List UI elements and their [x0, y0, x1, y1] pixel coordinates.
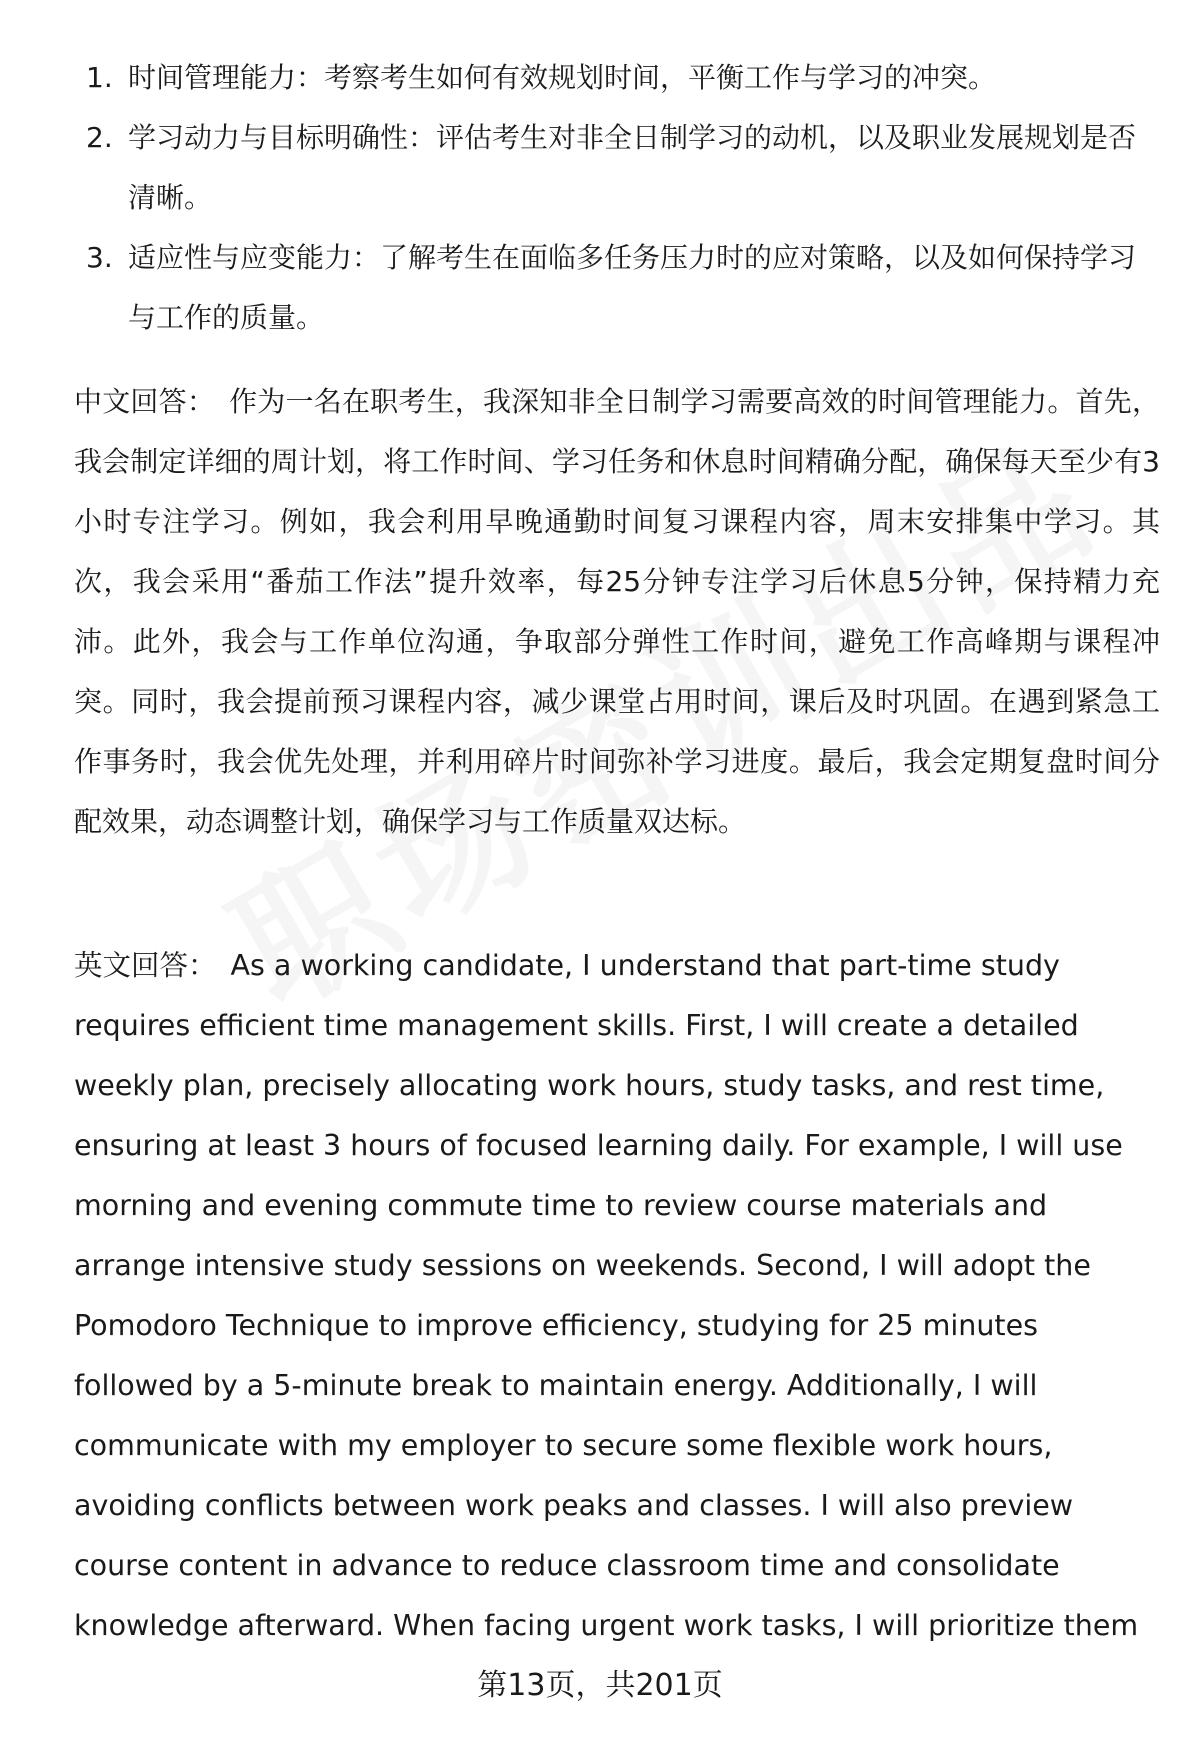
- list-item: [86, 108, 1146, 228]
- list-item-text: 学习动力与目标明确性：评估考生对非全日制学习的动机，以及职业发展规划是否清晰。: [128, 121, 1137, 214]
- page-number: 第13页，共201页: [477, 1668, 723, 1703]
- list-item-text: 适应性与应变能力：了解考生在面临多任务压力时的应对策略，以及如何保持学习与工作的质量。: [128, 241, 1137, 334]
- chinese-answer-paragraph: [74, 372, 1160, 852]
- list-item: [86, 48, 1146, 108]
- english-answer-label: 英文回答：: [74, 949, 217, 982]
- english-answer-paragraph: [74, 936, 1160, 1656]
- criteria-list: [86, 48, 1146, 348]
- list-item: [86, 228, 1146, 348]
- list-item-number: 3.: [86, 241, 113, 274]
- chinese-answer-text: 作为一名在职考生，我深知非全日制学习需要高效的时间管理能力。首先，我会制定详细的周计划，将工作时间、学习任务和休息时间精确分配，确保每天至少有3小时专注学习。例如，我会利用早晚通勤时间复习课程内容，周末安排集中学习。其次，我会采用“番茄工作法”提升效率，每25分钟专注学习后休息5分钟，保持精力充沛。此外，我会与工作单位沟通，争取部分弹性工作时间，避免工作高峰期与课程冲突。同时，我会提前预习课程内容，减少课堂占用时间，课后及时巩固。在遇到紧急工作事务时，我会优先处理，并利用碎片时间弥补学习进度。最后，我会定期复盘时间分配效果，动态调整计划，确保学习与工作质量双达标。: [74, 385, 1160, 838]
- english-answer-text: As a working candidate, I understand that part-time study requires efficient time management skills. First, I will create a detailed weekly plan, precisely allocating work hours, study tasks, and rest time, ensuring at least 3 hours of focused learning daily. For example, I will use morning and evening commute time to review course materials and arrange intensive study sessions on weekends. Second, I will adopt the Pomodoro Technique to improve efficiency, studying for 25 minutes followed by a 5-minute break to maintain energy. Additionally, I will communicate with my employer to secure some flexible work hours, avoiding conflicts between work peaks and classes. I will also preview course content in advance to reduce classroom time and consolidate knowledge afterward. When facing urgent work tasks, I will prioritize them: [74, 949, 1139, 1642]
- list-item-text: 时间管理能力：考察考生如何有效规划时间，平衡工作与学习的冲突。: [128, 61, 997, 94]
- chinese-answer-label: 中文回答：: [74, 385, 216, 418]
- list-item-number: 1.: [86, 61, 113, 94]
- list-item-number: 2.: [86, 121, 113, 154]
